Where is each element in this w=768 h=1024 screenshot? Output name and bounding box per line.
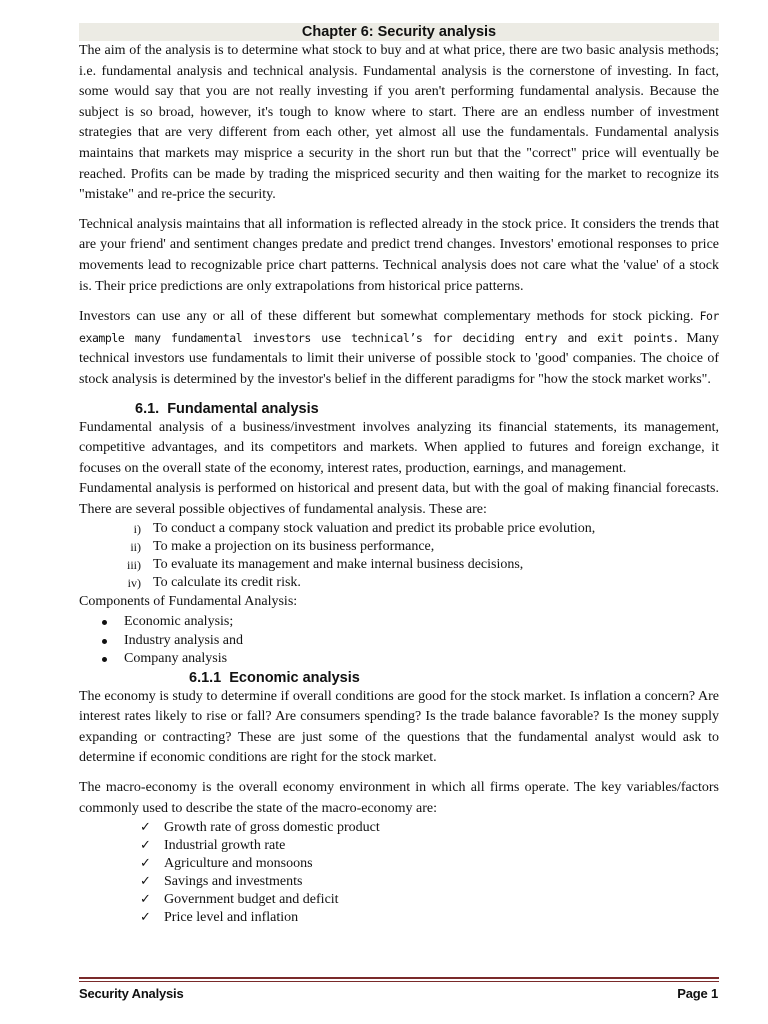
section-heading-6-1 <box>135 400 719 418</box>
list-item <box>127 574 719 592</box>
list-item <box>124 632 719 651</box>
list-item <box>140 855 719 873</box>
list-item <box>140 837 719 855</box>
list-item <box>127 556 719 574</box>
list-item <box>133 520 719 538</box>
checkmark-icon: ✓ <box>140 892 151 908</box>
chapter-title: Chapter 6: Security analysis <box>79 23 719 41</box>
section-number: 6.1.1 <box>189 669 222 686</box>
list-item-text: To evaluate its management and make internal business decisions, <box>153 557 524 573</box>
list-item <box>124 613 719 632</box>
list-item-text: Company analysis <box>124 651 228 667</box>
intro-paragraph-3-part-b: For example many fundamental investors use technical’s for deciding entry and exit points. <box>79 309 719 345</box>
list-item <box>140 819 719 837</box>
list-item <box>130 538 719 556</box>
section-heading-6-1-1 <box>189 669 719 687</box>
checkmark-icon: ✓ <box>140 856 151 872</box>
intro-paragraph-3-part-a: Investors can use any or all of these different but somewhat complementary methods for stock picking. <box>79 309 694 325</box>
list-item <box>140 891 719 909</box>
checkmark-icon: ✓ <box>140 820 151 836</box>
intro-paragraph-3-part-c: Many technical investors use fundamentals to limit their universe of possible stock to 'good' companies. The choice of stock analysis is determined by the investor's belief in the different paradigms for "how the stock market works". <box>79 330 719 387</box>
section-title: Economic analysis <box>229 669 360 686</box>
economic-paragraph-2: The macro-economy is the overall economy environment in which all firms operate. The key variables/factors commonly used to describe the state of the macro-economy are: <box>79 779 719 816</box>
checkmark-icon: ✓ <box>140 910 151 926</box>
macro-factors-list <box>79 819 719 927</box>
page-number: Page 1 <box>677 986 718 1001</box>
intro-paragraph-1: The aim of the analysis is to determine what stock to buy and at what price, there are two basic analysis methods; i.e. fundamental analysis and technical analysis. Fundamental analysis is the cornerstone of investing. In fact, some would say that you are not really investing if you aren't performing fundamental analysis. Because the subject is so broad, however, it's tough to know where to start. There are an endless number of investment strategies that are very different from each other, yet almost all use the fundamentals. Fundamental analysis maintains that markets may misprice a security in the short run but that the "correct" price will eventually be reached. Profits can be made by trading the mispriced security and then waiting for the market to recognize its "mistake" and re-price the security. <box>79 43 719 203</box>
document-page <box>79 23 719 927</box>
list-item-text: Growth rate of gross domestic product <box>164 820 380 836</box>
list-item <box>140 909 719 927</box>
bullet-icon <box>102 620 107 625</box>
list-item-text: Industry analysis and <box>124 632 243 648</box>
economic-paragraph-1: The economy is study to determine if overall conditions are good for the stock market. Is inflation a concern? Are interest rates likely to rise or fall? Are consumers spending? Is the trade balance favorable? Is the money supply expanding or contracting? These are just some of the questions that the fundamental analyst would ask to determine if economic conditions are right for the stock market. <box>79 688 719 766</box>
footer-title: Security Analysis <box>79 986 184 1001</box>
list-item-text: Savings and investments <box>164 874 303 890</box>
components-list <box>79 613 719 669</box>
checkmark-icon: ✓ <box>140 838 151 854</box>
list-item-text: Government budget and deficit <box>164 892 339 908</box>
list-item-text: To conduct a company stock valuation and predict its probable price evolution, <box>153 521 596 537</box>
list-item-text: To calculate its credit risk. <box>153 575 301 591</box>
footer-divider-thick <box>79 977 719 979</box>
list-item-text: Economic analysis; <box>124 614 234 630</box>
list-item-text: Industrial growth rate <box>164 838 286 854</box>
list-numeral: ii) <box>130 540 141 555</box>
fundamental-paragraph-1: Fundamental analysis of a business/investment involves analyzing its financial statements, its management, competitive advantages, and its competitors and markets. When applied to futures and foreign exchange, it focuses on the overall state of the economy, interest rates, production, earnings, and management. <box>79 419 719 476</box>
list-numeral: iii) <box>127 558 141 573</box>
footer-divider-thin <box>79 981 719 982</box>
intro-paragraph-3 <box>79 306 719 390</box>
checkmark-icon: ✓ <box>140 874 151 890</box>
bullet-icon <box>102 639 107 644</box>
list-item <box>140 873 719 891</box>
bullet-icon <box>102 657 107 662</box>
list-item-text: Agriculture and monsoons <box>164 856 313 872</box>
fundamental-paragraph-2: Fundamental analysis is performed on historical and present data, but with the goal of making financial forecasts. There are several possible objectives of fundamental analysis. These are: <box>79 481 719 517</box>
list-numeral: i) <box>133 522 141 537</box>
components-label: Components of Fundamental Analysis: <box>79 594 298 610</box>
list-numeral: iv) <box>127 576 141 591</box>
list-item <box>124 650 719 669</box>
section-number: 6.1. <box>135 400 160 417</box>
intro-paragraph-2: Technical analysis maintains that all information is reflected already in the stock price. It considers the trends that are your friend' and sentiment changes predate and predict trend changes. Investors' emotional responses to price movements lead to recognizable price chart patterns. Technical analysis does not care what the 'value' of a stock is. Their price predictions are only extrapolations from historical price patterns. <box>79 216 719 294</box>
list-item-text: To make a projection on its business performance, <box>153 539 435 555</box>
objectives-list <box>79 520 719 592</box>
section-title: Fundamental analysis <box>167 400 319 417</box>
list-item-text: Price level and inflation <box>164 910 299 926</box>
